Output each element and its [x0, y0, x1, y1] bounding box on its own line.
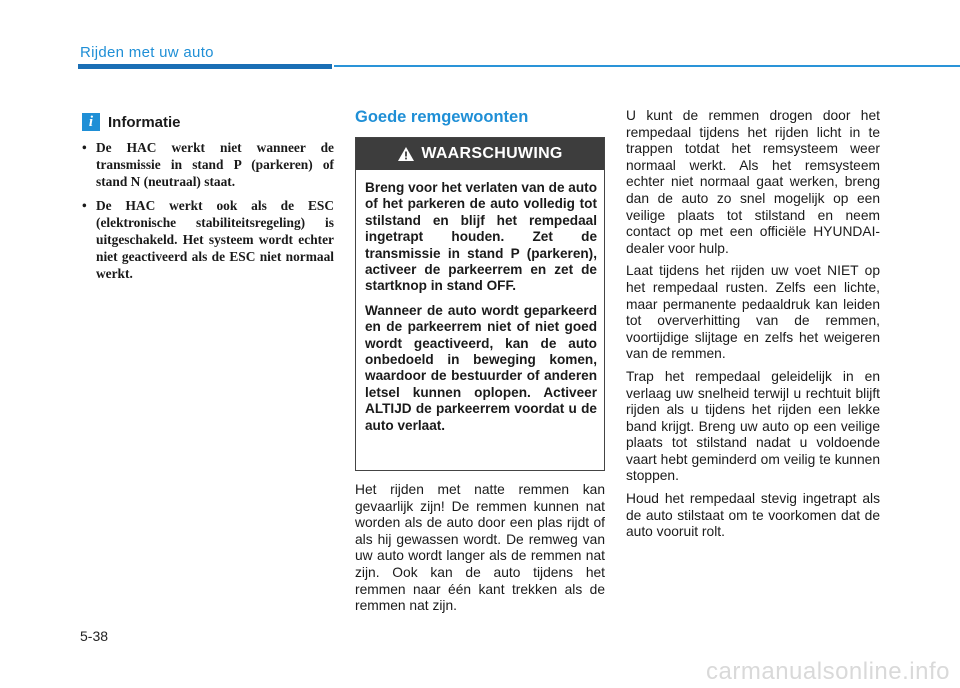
warning-paragraph: Wanneer de auto wordt geparkeerd en de parkeerrem niet of niet goed wordt geactiveerd, kan de auto onbedoeld in beweging komen, waardoor de bestuurder of anderen letsel kunnen oplopen. Activeer ALTIJD de parkeerrem voordat u de auto verlaat. — [365, 302, 597, 433]
wet-brakes-text — [355, 482, 605, 621]
info-item: • De HAC werkt niet wanneer de transmissie in stand P (parkeren) of stand N (neutraal) staat. — [80, 140, 334, 190]
info-list — [80, 140, 334, 290]
info-title: Informatie — [108, 113, 181, 131]
warning-paragraph: Breng voor het verlaten van de auto of het parkeren de auto volledig tot stilstand en blijf het rempedaal ingetrapt houden. Zet de transmissie in stand P (parkeren), activeer de parkeerrem en zet de startknop in stand OFF. — [365, 180, 597, 294]
warning-triangle-icon — [397, 146, 415, 162]
brake-habits-text — [626, 108, 880, 547]
warning-header — [356, 138, 604, 170]
page-number: 5-38 — [80, 628, 109, 644]
header-rule-dark — [78, 64, 332, 69]
info-icon: i — [82, 113, 100, 131]
warning-body — [356, 170, 604, 434]
body-paragraph: U kunt de remmen drogen door het rempedaal tijdens het rijden licht in te trappen totdat het remsysteem weer normaal werkt. Als het remsysteem echter niet normaal gaat werken, breng dan de auto zo snel mogelijk op een veilige plaats tot stilstand en neem contact op met een officiële HYUNDAI-dealer voor hulp. — [626, 108, 880, 256]
info-heading — [82, 113, 181, 131]
header-rule-light — [334, 65, 960, 67]
body-paragraph: Laat tijdens het rijden uw voet NIET op het rempedaal rusten. Zelfs een lichte, maar permanente pedaaldruk kan leiden tot oververhitting van de remmen, voortijdige slijtage en zelfs het weigeren van de remmen. — [626, 263, 880, 362]
body-paragraph: Trap het rempedaal geleidelijk in en verlaag uw snelheid terwijl u rechtuit blijft rijden als u tijdens het rijden een lekke band krijgt. Breng uw auto op een veilige plaats tot stilstand nadat u voldoende vaart hebt geminderd om veilig te kunnen stoppen. — [626, 368, 880, 484]
watermark: carmanualsonline.info — [706, 658, 950, 685]
brakes-title: Goede remgewoonten — [355, 108, 529, 126]
warning-box — [355, 137, 605, 471]
warning-label: WAARSCHUWING — [421, 145, 563, 162]
body-paragraph: Houd het rempedaal stevig ingetrapt als de auto stilstaat om te voorkomen dat de auto vooruit rolt. — [626, 491, 880, 540]
body-paragraph: Het rijden met natte remmen kan gevaarlijk zijn! De remmen kunnen nat worden als de auto door een plas rijdt of als hij gewassen wordt. De remweg van uw auto wordt langer als de remmen nat zijn. Ook kan de auto tijdens het remmen naar één kant trekken als de remmen nat zijn. — [355, 482, 605, 614]
info-item: • De HAC werkt ook als de ESC (elektronische stabiliteitsregeling) is uitgeschakeld. Het systeem wordt echter niet geactiveerd als de ESC niet normaal werkt. — [80, 198, 334, 282]
section-title: Rijden met uw auto — [80, 44, 214, 61]
